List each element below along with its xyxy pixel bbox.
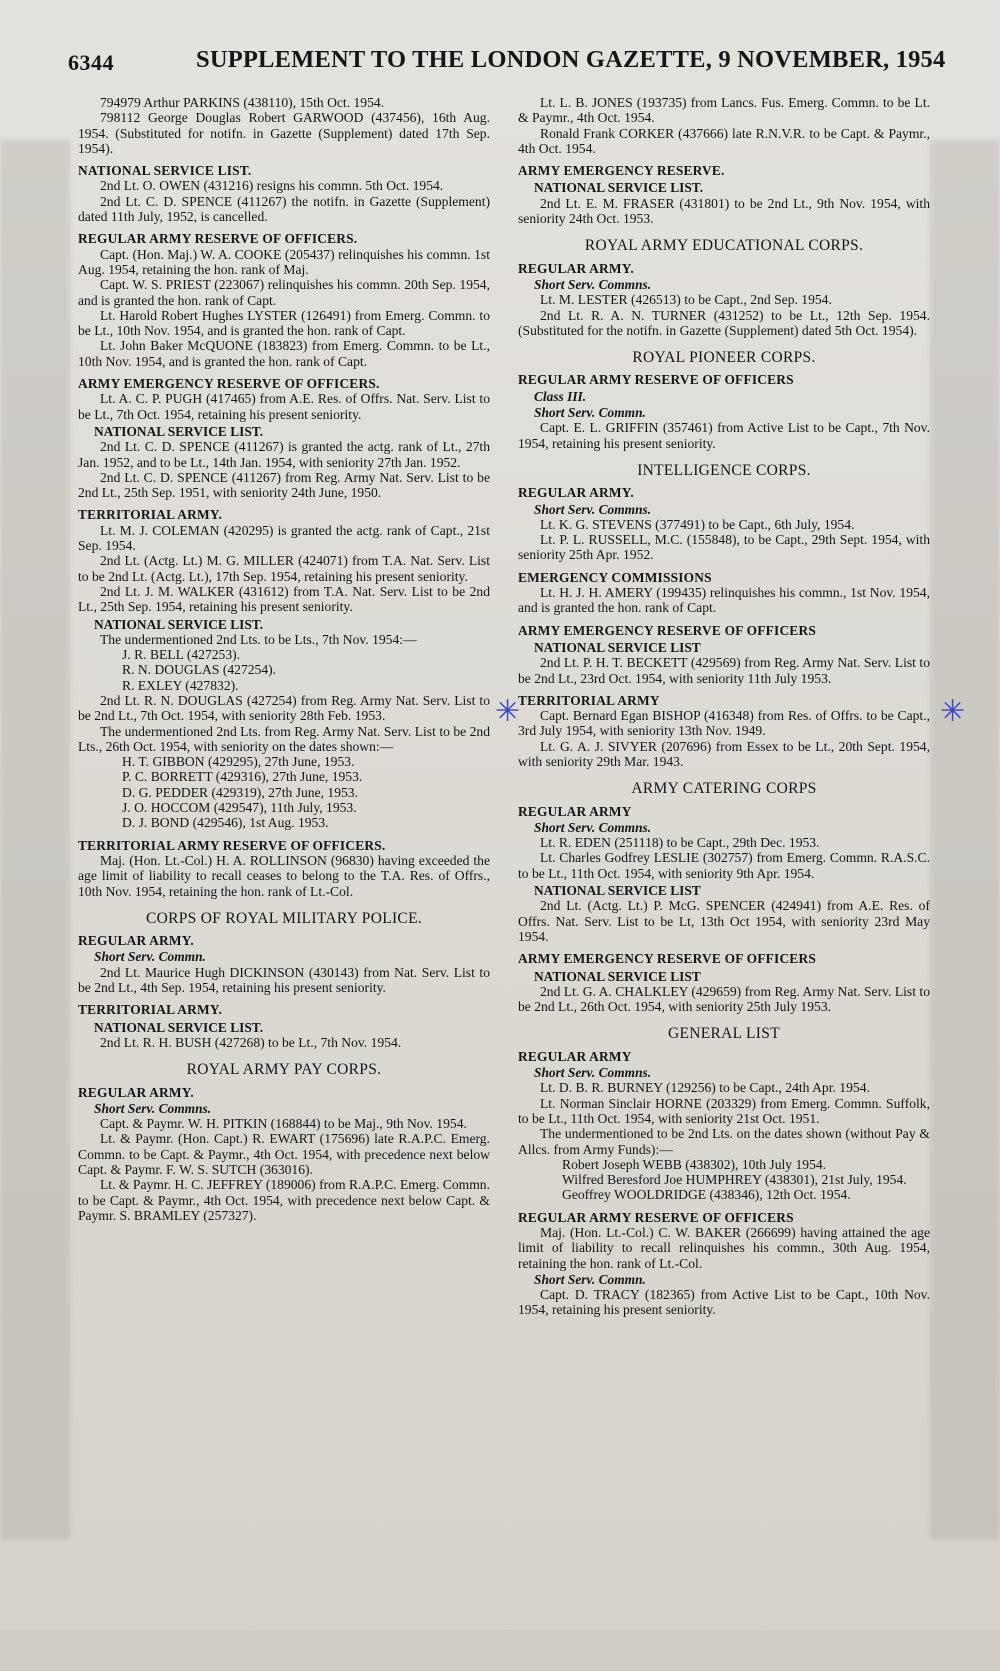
notice-paragraph: 2nd Lt. Maurice Hugh DICKINSON (430143) from Nat. Serv. List to be 2nd Lt., 4th Sep. 1954, retaining his present seniority.	[78, 964, 490, 996]
asterisk-annotation-right: ✳	[940, 694, 966, 729]
notice-paragraph: Lt. Charles Godfrey LESLIE (302757) from Emerg. Commn. R.A.S.C. to be Lt., 11th Oct. 1954, with seniority 9th Apr. 1954.	[518, 850, 930, 881]
notice-paragraph: Lt. H. J. H. AMERY (199435) relinquishes his commn., 1st Nov. 1954, and is granted the hon. rank of Capt.	[518, 585, 930, 616]
corps-heading: GENERAL LIST	[668, 1025, 780, 1043]
notice-paragraph: 2nd Lt. P. H. T. BECKETT (429569) from Reg. Army Nat. Serv. List to be 2nd Lt., 23rd Oct. 1954, with seniority 11th July 1953.	[518, 655, 930, 686]
asterisk-annotation-left: ✳	[495, 694, 521, 729]
commission-type-heading: Short Serv. Commn.	[534, 405, 646, 421]
section-subheading: NATIONAL SERVICE LIST.	[78, 163, 252, 179]
commission-type-heading: Short Serv. Commns.	[94, 1100, 212, 1116]
notice-paragraph: 794979 Arthur PARKINS (438110), 15th Oct. 1954.	[100, 95, 385, 110]
notice-paragraph: 2nd Lt. R. N. DOUGLAS (427254) from Reg. Army Nat. Serv. List to be 2nd Lt., 7th Oct. 1954, with seniority 28th Feb. 1953.	[78, 692, 490, 724]
notice-paragraph: 2nd Lt. E. M. FRASER (431801) to be 2nd Lt., 9th Nov. 1954, with seniority 24th Oct. 1953.	[518, 195, 930, 227]
list-item: R. EXLEY (427832).	[122, 677, 239, 693]
list-subheading: NATIONAL SERVICE LIST.	[94, 423, 264, 439]
notice-paragraph: 2nd Lt. R. H. BUSH (427268) to be Lt., 7th Nov. 1954.	[100, 1034, 402, 1050]
list-item: D. G. PEDDER (429319), 27th June, 1953.	[122, 784, 358, 800]
corps-heading: ROYAL ARMY PAY CORPS.	[186, 1061, 382, 1079]
section-subheading: REGULAR ARMY RESERVE OF OFFICERS	[518, 1209, 794, 1225]
right-column	[518, 95, 930, 1318]
section-subheading: REGULAR ARMY	[518, 803, 632, 819]
notice-paragraph: Lt. Norman Sinclair HORNE (203329) from Emerg. Commn. Suffolk, to be Lt., 11th Oct. 1954, with seniority 21st Oct. 1951.	[518, 1095, 930, 1126]
notice-paragraph: Lt. Harold Robert Hughes LYSTER (126491) from Emerg. Commn. to be Lt., 10th Nov. 1954, and is granted the hon. rank of Capt.	[78, 307, 490, 339]
notice-paragraph: Capt. E. L. GRIFFIN (357461) from Active List to be Capt., 7th Nov. 1954, retaining his present seniority.	[518, 420, 930, 451]
corps-heading: ROYAL ARMY EDUCATIONAL CORPS.	[584, 237, 864, 255]
list-item: P. C. BORRETT (429316), 27th June, 1953.	[122, 769, 363, 785]
notice-paragraph: Lt. John Baker McQUONE (183823) from Emerg. Commn. to be Lt., 10th Nov. 1954, and is granted the hon. rank of Capt.	[78, 338, 490, 369]
section-subheading: REGULAR ARMY RESERVE OF OFFICERS.	[78, 231, 358, 247]
section-subheading: REGULAR ARMY.	[78, 933, 194, 949]
section-subheading: REGULAR ARMY	[518, 1048, 632, 1064]
section-subheading: TERRITORIAL ARMY.	[78, 507, 223, 523]
notice-paragraph: 2nd Lt. (Actg. Lt.) M. G. MILLER (424071) from T.A. Nat. Serv. List to be 2nd Lt. (Actg. Lt.), 17th Sep. 1954, retaining his present seniority.	[78, 553, 490, 584]
left-column	[78, 95, 490, 1223]
section-subheading: TERRITORIAL ARMY.	[78, 1002, 223, 1018]
notice-paragraph: Lt. L. B. JONES (193735) from Lancs. Fus. Emerg. Commn. to be Lt. & Paymr., 4th Oct. 1954.	[518, 95, 930, 126]
section-subheading: REGULAR ARMY RESERVE OF OFFICERS	[518, 372, 794, 388]
notice-paragraph: Lt. R. EDEN (251118) to be Capt., 29th Dec. 1953.	[540, 835, 820, 851]
notice-paragraph: Capt. & Paymr. W. H. PITKIN (168844) to be Maj., 9th Nov. 1954.	[100, 1116, 467, 1132]
notice-paragraph: Capt. (Hon. Maj.) W. A. COOKE (205437) relinquishes his commn. 1st Aug. 1954, retaining the hon. rank of Maj.	[78, 246, 490, 277]
notice-paragraph: Lt. D. B. R. BURNEY (129256) to be Capt., 24th Apr. 1954.	[540, 1080, 870, 1096]
list-subheading: NATIONAL SERVICE LIST	[534, 968, 701, 984]
commission-type-heading: Short Serv. Commn.	[94, 949, 206, 965]
section-subheading: ARMY EMERGENCY RESERVE OF OFFICERS.	[78, 376, 380, 392]
section-subheading: ARMY EMERGENCY RESERVE OF OFFICERS	[518, 622, 816, 638]
notice-paragraph: Lt. & Paymr. H. C. JEFFREY (189006) from R.A.P.C. Emerg. Commn. to be Capt. & Paymr., 4th Oct. 1954, with precedence next below Capt. & Paymr. S. BRAMLEY (257327).	[78, 1177, 490, 1223]
section-subheading: TERRITORIAL ARMY	[518, 692, 660, 708]
list-item: Wilfred Beresford Joe HUMPHREY (438301), 21st July, 1954.	[562, 1172, 907, 1188]
list-item: J. R. BELL (427253).	[122, 647, 241, 663]
notice-paragraph: 2nd Lt. R. A. N. TURNER (431252) to be Lt., 12th Sep. 1954. (Substituted for the notifn. in Gazette (Supplement) dated 5th Oct. 1954).	[518, 307, 930, 338]
notice-paragraph: Lt. K. G. STEVENS (377491) to be Capt., 6th July, 1954.	[540, 516, 855, 532]
notice-paragraph: 2nd Lt. C. D. SPENCE (411267) is granted the actg. rank of Lt., 27th Jan. 1952, and to be Lt., 14th Jan. 1954, with seniority 27th Jan. 1952.	[78, 439, 490, 470]
notice-paragraph: Lt. & Paymr. (Hon. Capt.) R. EWART (175696) late R.A.P.C. Emerg. Commn. to be Capt. & Paymr., 4th Oct. 1954, with precedence next below Capt. & Paymr. F. W. S. SUTCH (363016).	[78, 1131, 490, 1177]
notice-paragraph: Capt. W. S. PRIEST (223067) relinquishes his commn. 20th Sep. 1954, and is granted the hon. rank of Capt.	[78, 277, 490, 308]
notice-paragraph: Lt. P. L. RUSSELL, M.C. (155848), to be Capt., 29th Sept. 1954, with seniority 25th Apr. 1952.	[518, 532, 930, 563]
notice-paragraph: 2nd Lt. O. OWEN (431216) resigns his commn. 5th Oct. 1954.	[100, 178, 444, 194]
list-subheading: NATIONAL SERVICE LIST.	[94, 1019, 264, 1035]
commission-type-heading: Short Serv. Commns.	[534, 501, 652, 517]
section-subheading: ARMY EMERGENCY RESERVE.	[518, 163, 725, 179]
corps-heading: INTELLIGENCE CORPS.	[637, 461, 811, 479]
notice-paragraph: Maj. (Hon. Lt.-Col.) H. A. ROLLINSON (96830) having exceeded the age limit of liability to recall ceases to belong to the T.A. Res. of Offrs., 10th Nov. 1954, retaining the hon. rank of Lt.-Col.	[78, 852, 490, 899]
commission-type-heading: Short Serv. Commns.	[534, 819, 652, 835]
section-subheading: ARMY EMERGENCY RESERVE OF OFFICERS	[518, 951, 816, 967]
list-item: R. N. DOUGLAS (427254).	[122, 662, 277, 678]
commission-type-heading: Class III.	[534, 388, 587, 404]
section-subheading: REGULAR ARMY.	[518, 485, 634, 501]
corps-heading: CORPS OF ROYAL MILITARY POLICE.	[145, 909, 423, 927]
notice-paragraph: The undermentioned 2nd Lts. to be Lts., 7th Nov. 1954:—	[100, 631, 417, 647]
section-subheading: EMERGENCY COMMISSIONS	[518, 569, 712, 585]
notice-paragraph: Lt. G. A. J. SIVYER (207696) from Essex to be Lt., 20th Sept. 1954, with seniority 29th Mar. 1943.	[518, 738, 930, 769]
section-subheading: REGULAR ARMY.	[78, 1084, 194, 1100]
list-item: D. J. BOND (429546), 1st Aug. 1953.	[122, 815, 329, 831]
list-subheading: NATIONAL SERVICE LIST	[534, 639, 701, 655]
list-subheading: NATIONAL SERVICE LIST.	[94, 616, 264, 632]
notice-paragraph: The undermentioned to be 2nd Lts. on the dates shown (without Pay & Allcs. from Army Funds):—	[518, 1126, 930, 1157]
notice-paragraph: The undermentioned 2nd Lts. from Reg. Army Nat. Serv. List to be 2nd Lts., 26th Oct. 1954, with seniority on the dates shown:—	[78, 723, 490, 754]
notice-paragraph: 2nd Lt. C. D. SPENCE (411267) the notifn. in Gazette (Supplement) dated 11th July, 1952, is cancelled.	[78, 193, 490, 225]
section-subheading: REGULAR ARMY.	[518, 260, 634, 276]
notice-paragraph: 2nd Lt. J. M. WALKER (431612) from T.A. Nat. Serv. List to be 2nd Lt., 25th Sep. 1954, retaining his present seniority.	[78, 583, 490, 615]
list-item: Geoffrey WOOLDRIDGE (438346), 12th Oct. 1954.	[562, 1187, 851, 1203]
list-item: J. O. HOCCOM (429547), 11th July, 1953.	[122, 800, 357, 816]
corps-heading: ARMY CATERING CORPS	[631, 780, 817, 798]
page-header	[68, 44, 948, 84]
notice-paragraph: 2nd Lt. C. D. SPENCE (411267) from Reg. Army Nat. Serv. List to be 2nd Lt., 25th Sep. 1951, with seniority 24th June, 1950.	[78, 469, 490, 501]
commission-type-heading: Short Serv. Commns.	[534, 1065, 652, 1081]
notice-paragraph: Capt. Bernard Egan BISHOP (416348) from Res. of Offrs. to be Capt., 3rd July 1954, with seniority 13th Nov. 1949.	[518, 708, 930, 739]
list-subheading: NATIONAL SERVICE LIST	[534, 883, 701, 899]
notice-paragraph: 2nd Lt. (Actg. Lt.) P. McG. SPENCER (424941) from A.E. Res. of Offrs. Nat. Serv. List to be Lt, 13th Oct 1954, with seniority 23rd May 1954.	[518, 898, 930, 944]
running-title: SUPPLEMENT TO THE LONDON GAZETTE, 9 NOVEMBER, 1954	[196, 46, 946, 73]
notice-paragraph: 2nd Lt. G. A. CHALKLEY (429659) from Reg. Army Nat. Serv. List to be 2nd Lt., 26th Oct. 1954, with seniority 25th July 1953.	[518, 983, 930, 1015]
notice-paragraph: Lt. M. J. COLEMAN (420295) is granted the actg. rank of Capt., 21st Sep. 1954.	[78, 522, 490, 554]
commission-type-heading: Short Serv. Commns.	[534, 276, 652, 292]
section-subheading: TERRITORIAL ARMY RESERVE OF OFFICERS.	[78, 837, 386, 853]
notice-paragraph: 798112 George Douglas Robert GARWOOD (437456), 16th Aug. 1954. (Substituted for notifn. in Gazette (Supplement) dated 17th Sep. 1954).	[78, 110, 490, 156]
commission-type-heading: Short Serv. Commn.	[534, 1271, 646, 1287]
notice-paragraph: Ronald Frank CORKER (437666) late R.N.V.R. to be Capt. & Paymr., 4th Oct. 1954.	[518, 125, 930, 156]
list-item: Robert Joseph WEBB (438302), 10th July 1954.	[562, 1156, 827, 1172]
corps-heading: ROYAL PIONEER CORPS.	[632, 349, 816, 367]
notice-paragraph: Lt. M. LESTER (426513) to be Capt., 2nd Sep. 1954.	[540, 292, 832, 308]
page-number: 6344	[68, 50, 114, 75]
list-item: H. T. GIBBON (429295), 27th June, 1953.	[122, 754, 355, 770]
list-subheading: NATIONAL SERVICE LIST.	[534, 180, 704, 196]
notice-paragraph: Capt. D. TRACY (182365) from Active List to be Capt., 10th Nov. 1954, retaining his present seniority.	[518, 1287, 930, 1318]
notice-paragraph: Lt. A. C. P. PUGH (417465) from A.E. Res. of Offrs. Nat. Serv. List to be Lt., 7th Oct. 1954, retaining his present seniority.	[78, 391, 490, 422]
notice-paragraph: Maj. (Hon. Lt.-Col.) C. W. BAKER (266699) having attained the age limit of liability to recall relinquishes his commn., 30th Aug. 1954, retaining the hon. rank of Lt.-Col.	[518, 1225, 930, 1271]
